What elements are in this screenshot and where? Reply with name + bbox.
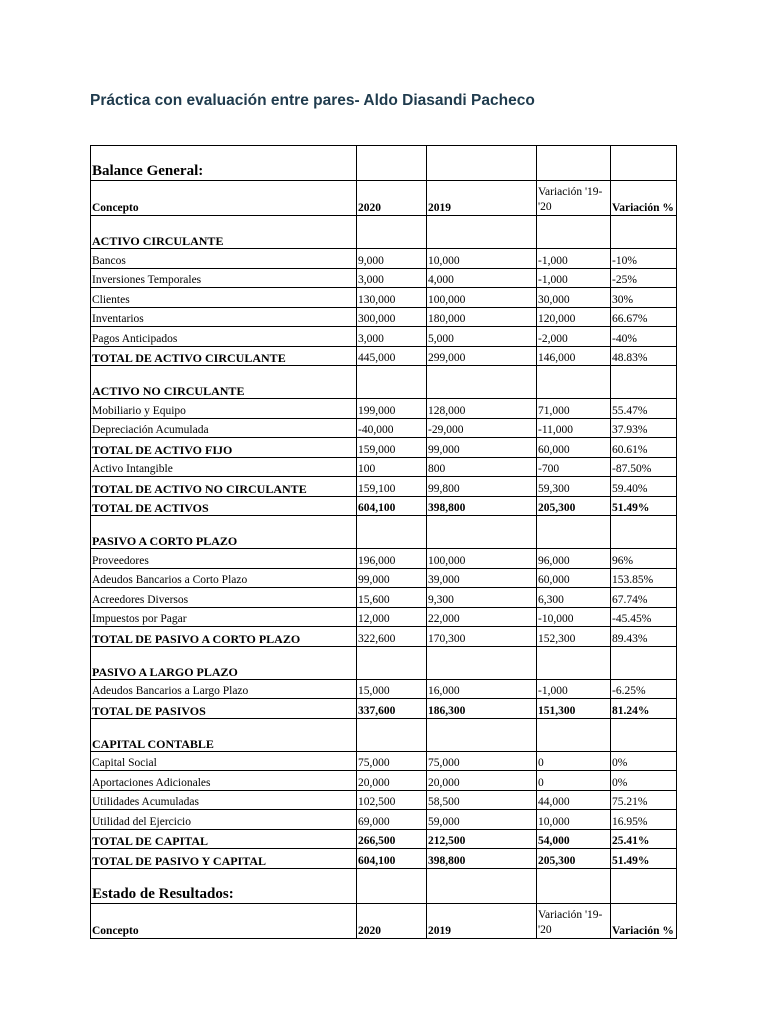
balance-title-row (91, 146, 677, 181)
cell-variacion-pct: 153.85% (611, 568, 677, 588)
row-label: Bancos (91, 249, 357, 269)
cell-2019: 10,000 (427, 249, 537, 269)
cell-2020: 130,000 (357, 288, 427, 308)
header-variacion: Variación '19-'20 (537, 181, 611, 216)
cell-2019: 5,000 (427, 327, 537, 347)
cell-2020: 12,000 (357, 607, 427, 627)
table-row (91, 810, 677, 830)
cell-2020: 3,000 (357, 327, 427, 347)
cell-variacion: 120,000 (537, 307, 611, 327)
row-label: Inventarios (91, 307, 357, 327)
section-header-row (91, 646, 677, 679)
section-title: ACTIVO NO CIRCULANTE (91, 366, 357, 399)
cell-2019: 100,000 (427, 288, 537, 308)
cell-variacion: 151,300 (537, 699, 611, 719)
cell-2019: 20,000 (427, 771, 537, 791)
row-label: Pagos Anticipados (91, 327, 357, 347)
cell-variacion: -11,000 (537, 418, 611, 438)
cell-variacion: 54,000 (537, 829, 611, 849)
header-2019: 2019 (427, 903, 537, 938)
table-row (91, 399, 677, 419)
row-label: Impuestos por Pagar (91, 607, 357, 627)
row-label: Adeudos Bancarios a Corto Plazo (91, 568, 357, 588)
row-label: TOTAL DE ACTIVO NO CIRCULANTE (91, 477, 357, 497)
cell-2020: 322,600 (357, 627, 427, 647)
resultados-header-row (91, 903, 677, 938)
balance-header-row (91, 181, 677, 216)
row-label: TOTAL DE ACTIVO FIJO (91, 438, 357, 458)
section-title: ACTIVO CIRCULANTE (91, 216, 357, 249)
row-label: Activo Intangible (91, 457, 357, 477)
cell-2019: 100,000 (427, 549, 537, 569)
row-label: TOTAL DE CAPITAL (91, 829, 357, 849)
cell-2019: 180,000 (427, 307, 537, 327)
section-header-row (91, 718, 677, 751)
header-2020: 2020 (357, 903, 427, 938)
cell-variacion-pct: -6.25% (611, 679, 677, 699)
cell-2020: 3,000 (357, 268, 427, 288)
cell-variacion: 71,000 (537, 399, 611, 419)
cell-variacion-pct: 51.49% (611, 849, 677, 869)
cell-variacion: 6,300 (537, 588, 611, 608)
table-row (91, 679, 677, 699)
cell-2020: 199,000 (357, 399, 427, 419)
cell-2019: 800 (427, 457, 537, 477)
row-label: TOTAL DE PASIVOS (91, 699, 357, 719)
row-label: Acreedores Diversos (91, 588, 357, 608)
resultados-title: Estado de Resultados: (91, 868, 357, 903)
total-row (91, 829, 677, 849)
row-label: Proveedores (91, 549, 357, 569)
cell-variacion-pct: 16.95% (611, 810, 677, 830)
table-row (91, 588, 677, 608)
resultados-title-row (91, 868, 677, 903)
cell-variacion-pct: 37.93% (611, 418, 677, 438)
cell-2020: 196,000 (357, 549, 427, 569)
cell-2019: 58,500 (427, 790, 537, 810)
cell-2020: 159,000 (357, 438, 427, 458)
cell-variacion: -1,000 (537, 679, 611, 699)
header-variacion-pct: Variación % (611, 903, 677, 938)
cell-variacion-pct: 48.83% (611, 346, 677, 366)
total-row (91, 849, 677, 869)
cell-variacion: -1,000 (537, 249, 611, 269)
cell-2019: 59,000 (427, 810, 537, 830)
cell-2019: 22,000 (427, 607, 537, 627)
balance-title: Balance General: (91, 146, 357, 181)
cell-2020: 75,000 (357, 751, 427, 771)
table-row (91, 288, 677, 308)
cell-variacion: 60,000 (537, 568, 611, 588)
cell-2020: 15,000 (357, 679, 427, 699)
cell-2020: 99,000 (357, 568, 427, 588)
cell-variacion: 146,000 (537, 346, 611, 366)
table-row (91, 457, 677, 477)
row-label: Depreciación Acumulada (91, 418, 357, 438)
cell-variacion-pct: 81.24% (611, 699, 677, 719)
cell-variacion-pct: -45.45% (611, 607, 677, 627)
cell-variacion: 10,000 (537, 810, 611, 830)
header-2019: 2019 (427, 181, 537, 216)
cell-2020: 300,000 (357, 307, 427, 327)
header-2020: 2020 (357, 181, 427, 216)
cell-variacion-pct: 55.47% (611, 399, 677, 419)
row-label: TOTAL DE PASIVO A CORTO PLAZO (91, 627, 357, 647)
cell-2019: 128,000 (427, 399, 537, 419)
cell-variacion: 60,000 (537, 438, 611, 458)
cell-variacion-pct: 89.43% (611, 627, 677, 647)
cell-2020: 20,000 (357, 771, 427, 791)
cell-variacion-pct: 59.40% (611, 477, 677, 497)
total-row (91, 477, 677, 497)
cell-2020: 100 (357, 457, 427, 477)
cell-variacion: 0 (537, 751, 611, 771)
cell-variacion-pct: -10% (611, 249, 677, 269)
cell-variacion: 152,300 (537, 627, 611, 647)
cell-2020: 337,600 (357, 699, 427, 719)
row-label: Aportaciones Adicionales (91, 771, 357, 791)
cell-variacion: -2,000 (537, 327, 611, 347)
section-header-row (91, 216, 677, 249)
header-variacion: Variación '19-'20 (537, 903, 611, 938)
cell-variacion-pct: 25.41% (611, 829, 677, 849)
table-row (91, 327, 677, 347)
row-label: TOTAL DE PASIVO Y CAPITAL (91, 849, 357, 869)
row-label: TOTAL DE ACTIVOS (91, 496, 357, 516)
cell-variacion: 30,000 (537, 288, 611, 308)
section-title: CAPITAL CONTABLE (91, 718, 357, 751)
cell-variacion: -1,000 (537, 268, 611, 288)
cell-variacion-pct: 51.49% (611, 496, 677, 516)
cell-variacion-pct: 0% (611, 771, 677, 791)
balance-body (91, 216, 677, 869)
cell-variacion: 205,300 (537, 849, 611, 869)
section-title: PASIVO A CORTO PLAZO (91, 516, 357, 549)
cell-variacion-pct: 0% (611, 751, 677, 771)
row-label: Clientes (91, 288, 357, 308)
cell-2019: 16,000 (427, 679, 537, 699)
cell-2019: 398,800 (427, 849, 537, 869)
cell-variacion: 96,000 (537, 549, 611, 569)
row-label: Utilidades Acumuladas (91, 790, 357, 810)
header-concepto: Concepto (91, 181, 357, 216)
cell-2020: 9,000 (357, 249, 427, 269)
row-label: TOTAL DE ACTIVO CIRCULANTE (91, 346, 357, 366)
cell-variacion: -700 (537, 457, 611, 477)
cell-variacion-pct: -25% (611, 268, 677, 288)
cell-variacion: 44,000 (537, 790, 611, 810)
row-label: Utilidad del Ejercicio (91, 810, 357, 830)
row-label: Adeudos Bancarios a Largo Plazo (91, 679, 357, 699)
table-row (91, 568, 677, 588)
total-row (91, 699, 677, 719)
cell-2020: 159,100 (357, 477, 427, 497)
cell-2019: 75,000 (427, 751, 537, 771)
balance-table (90, 145, 677, 939)
row-label: Capital Social (91, 751, 357, 771)
cell-2019: 99,800 (427, 477, 537, 497)
cell-2020: 604,100 (357, 849, 427, 869)
table-row (91, 268, 677, 288)
cell-variacion-pct: -87.50% (611, 457, 677, 477)
cell-variacion: 59,300 (537, 477, 611, 497)
cell-variacion-pct: -40% (611, 327, 677, 347)
table-row (91, 751, 677, 771)
section-title: PASIVO A LARGO PLAZO (91, 646, 357, 679)
total-row (91, 438, 677, 458)
cell-2020: -40,000 (357, 418, 427, 438)
page-title: Práctica con evaluación entre pares- Aldo Diasandi Pacheco (90, 92, 535, 109)
cell-variacion-pct: 30% (611, 288, 677, 308)
cell-2019: 398,800 (427, 496, 537, 516)
total-row (91, 346, 677, 366)
cell-variacion-pct: 66.67% (611, 307, 677, 327)
cell-2020: 266,500 (357, 829, 427, 849)
row-label: Mobiliario y Equipo (91, 399, 357, 419)
table-row (91, 790, 677, 810)
cell-2019: -29,000 (427, 418, 537, 438)
cell-variacion-pct: 67.74% (611, 588, 677, 608)
cell-2019: 186,300 (427, 699, 537, 719)
cell-variacion-pct: 75.21% (611, 790, 677, 810)
cell-2019: 212,500 (427, 829, 537, 849)
cell-variacion: 205,300 (537, 496, 611, 516)
row-label: Inversiones Temporales (91, 268, 357, 288)
cell-variacion-pct: 96% (611, 549, 677, 569)
cell-variacion: 0 (537, 771, 611, 791)
cell-2019: 39,000 (427, 568, 537, 588)
cell-2020: 445,000 (357, 346, 427, 366)
cell-2020: 69,000 (357, 810, 427, 830)
table-row (91, 607, 677, 627)
table-row (91, 307, 677, 327)
header-concepto: Concepto (91, 903, 357, 938)
header-variacion-pct: Variación % (611, 181, 677, 216)
total-row (91, 627, 677, 647)
cell-variacion-pct: 60.61% (611, 438, 677, 458)
cell-2020: 102,500 (357, 790, 427, 810)
table-row (91, 418, 677, 438)
cell-variacion: -10,000 (537, 607, 611, 627)
section-header-row (91, 516, 677, 549)
cell-2019: 170,300 (427, 627, 537, 647)
section-header-row (91, 366, 677, 399)
cell-2019: 4,000 (427, 268, 537, 288)
cell-2019: 99,000 (427, 438, 537, 458)
table-row (91, 549, 677, 569)
table-row (91, 249, 677, 269)
cell-2020: 15,600 (357, 588, 427, 608)
total-row (91, 496, 677, 516)
cell-2019: 9,300 (427, 588, 537, 608)
table-row (91, 771, 677, 791)
cell-2020: 604,100 (357, 496, 427, 516)
cell-2019: 299,000 (427, 346, 537, 366)
